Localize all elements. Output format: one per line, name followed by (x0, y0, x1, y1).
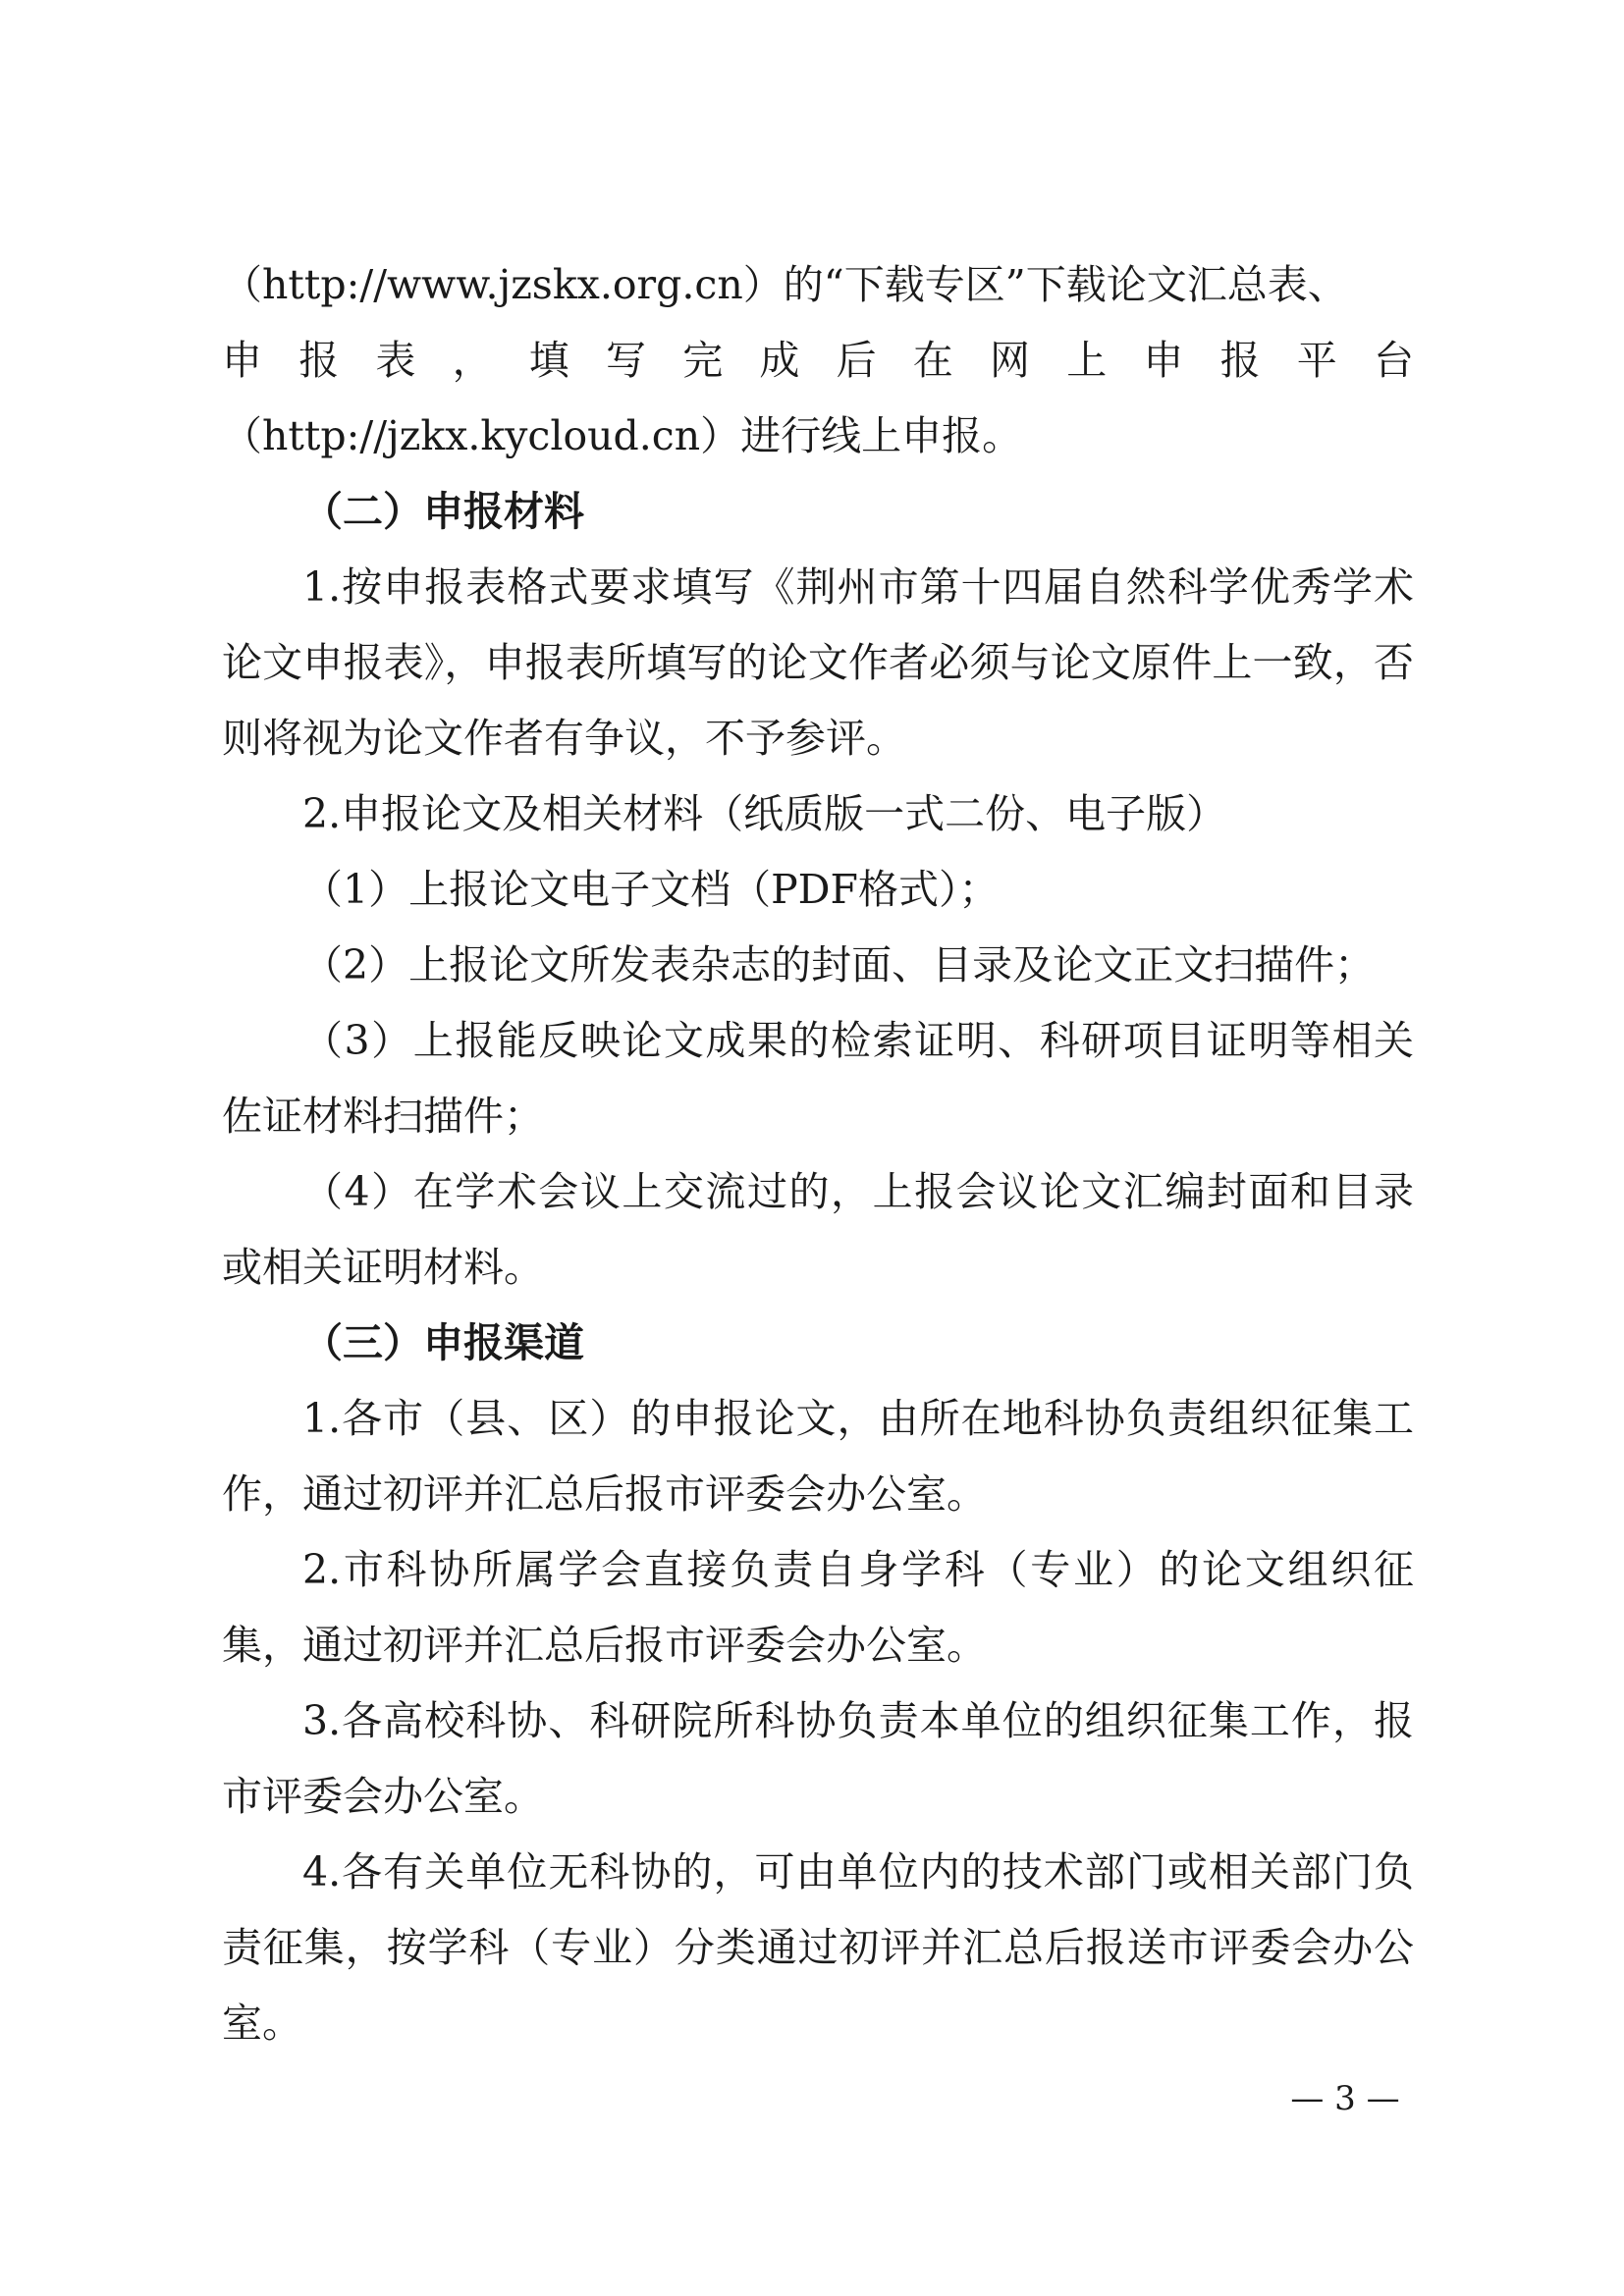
sub-item-1-pdf: （1）上报论文电子文档（PDF格式）； (302, 866, 1000, 913)
channel-4: 4.各有关单位无科协的，可由单位内的技术部门或相关部门负责征集，按学科（专业）分类通过初评并汇总后报送市评委会办公室。 (222, 1848, 1414, 2047)
sub-item-3-proof: （3）上报能反映论文成果的检索证明、科研项目证明等相关佐证材料扫描件； (222, 1017, 1414, 1140)
sub-item-4-conference: （4）在学术会议上交流过的，上报会议论文汇编封面和目录或相关证明材料。 (222, 1168, 1414, 1291)
spaced-line: 申报表，填写完成后在网上申报平台 (222, 337, 1414, 384)
channel-1: 1.各市（县、区）的申报论文，由所在地科协负责组织征集工作，通过初评并汇总后报市评委会办公室。 (222, 1395, 1414, 1518)
item-1-form: 1.按申报表格式要求填写《荆州市第十四届自然科学优秀学术论文申报表》，申报表所填写的论文作者必须与论文原件上一致，否则将视为论文作者有争议，不予参评。 (222, 563, 1414, 762)
sub-item-2-scan: （2）上报论文所发表杂志的封面、目录及论文正文扫描件； (302, 941, 1376, 988)
platform-url-line: （http://jzkx.kycloud.cn）进行线上申报。 (222, 412, 1023, 459)
document-body (222, 247, 1414, 2061)
channel-2: 2.市科协所属学会直接负责自身学科（专业）的论文组织征集，通过初评并汇总后报市评委会办公室。 (222, 1546, 1414, 1669)
section-heading-channels: （三）申报渠道 (302, 1319, 584, 1366)
channel-3: 3.各高校科协、科研院所科协负责本单位的组织征集工作，报市评委会办公室。 (222, 1697, 1414, 1820)
url-download-line: （http://www.jzskx.org.cn）的“下载专区”下载论文汇总表、 (222, 261, 1348, 308)
item-2-materials: 2.申报论文及相关材料（纸质版一式二份、电子版） (302, 790, 1227, 837)
section-heading-materials: （二）申报材料 (302, 488, 584, 535)
page-number: — 3 — (1290, 2079, 1400, 2118)
